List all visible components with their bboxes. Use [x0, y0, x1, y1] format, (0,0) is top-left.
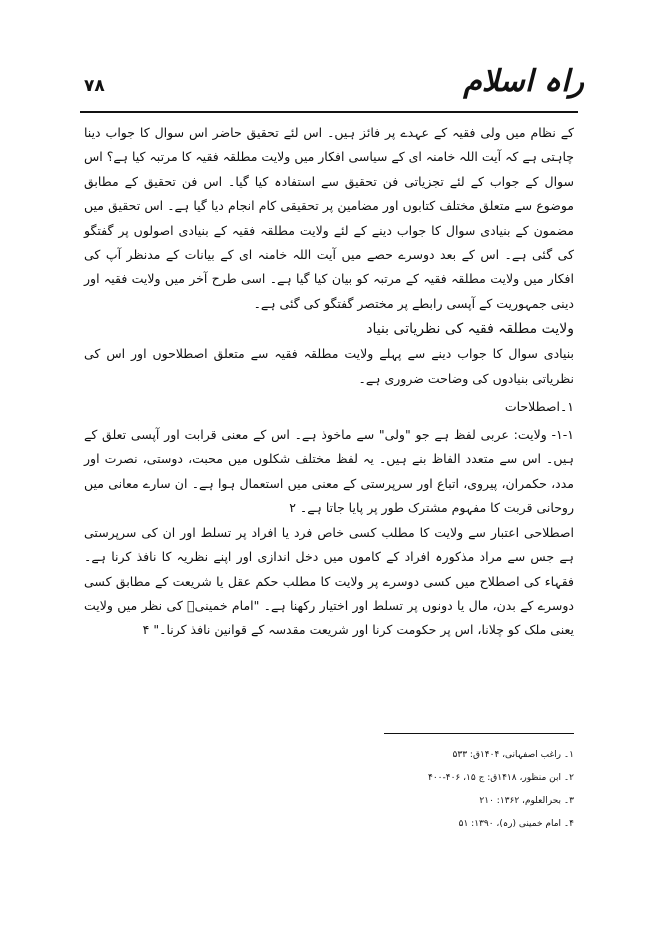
definition-paragraph: ۱-۱- ولایت: عربی لفظ ہے جو "ولی" سے ماخوذ ہے۔ اس کے معنی قرابت اور آپسی تعلق کے ہیں۔ اس سے متعدد الفاظ بنے ہیں۔ یہ لفظ مختلف شکلوں میں محبت، دوستی، نصرت اور مدد، حکمران، پیروی، اتباع اور سرپرستی کے معنی میں استعمال ہوا ہے۔ ان سارے معانی میں روحانی قربت کا مفہوم مشترک طور پر پایا جاتا ہے۔ ۲: [84, 427, 574, 516]
main-content: [84, 121, 574, 643]
footnote: ۴۔ امام خمینی (رہ)، ۱۳۹۰: ۵۱: [458, 819, 574, 829]
definition-paragraph: اصطلاحی اعتبار سے ولایت کا مطلب کسی خاص فرد یا افراد پر تسلط اور ان کی سرپرستی ہے جس سے مراد مذکورہ افراد کے کاموں میں دخل اندازی اور اپنے نظریہ کا نافذ کرنا ہے۔ فقہاء کی اصطلاح میں کسی دوسرے پر ولایت کا مطلب حکم عقل یا شریعت کے مطابق کسی دوسرے کے بدن، مال یا دونوں پر تسلط اور اختیار رکھنا ہے۔ "امام خمینیؒ کی نظر میں ولایت یعنی ملک کو چلانا، اس پر حکومت کرنا اور شریعت مقدسہ کے قوانین نافذ کرنا۔" ۴: [84, 524, 574, 638]
section-heading: ولایت مطلقہ فقیہ کی نظریاتی بنیاد: [366, 321, 574, 338]
section-intro: بنیادی سوال کا جواب دینے سے پہلے ولایت مطلقہ فقیہ سے متعلق اصطلاحوں اور اس کی نظریاتی بنیادوں کی وضاحت ضروری ہے۔: [84, 346, 574, 386]
journal-logo: راہ اسلام: [463, 64, 584, 99]
page-number: ۷۸: [84, 76, 105, 96]
header-rule: [80, 111, 578, 113]
footnote: ۲۔ ابن منظور، ۱۴۱۸ق: ج ۱۵، ۴۰۶-۴۰۰: [428, 773, 574, 783]
footnote: ۳۔ بحرالعلوم، ۱۳۶۲: ۲۱۰: [479, 796, 574, 806]
footnote-rule: [384, 733, 574, 734]
footnotes-list: [194, 744, 574, 836]
footnote: ۱۔ راغب اصفہانی، ۱۴۰۴ق: ۵۳۳: [452, 750, 574, 760]
subsection-heading: ۱۔اصطلاحات: [504, 399, 574, 415]
page-header: [0, 62, 658, 112]
body-paragraph: کے نظام میں ولی فقیہ کے عہدے پر فائز ہیں۔ اس لئے تحقیق حاضر اس سوال کا جواب دینا چاہتی ہے کہ آیت اللہ خامنہ ای کے سیاسی افکار میں ولایت مطلقہ فقیہ کا مرتبہ کیا ہے؟ اس سوال کے جواب کے لئے تجزیاتی فن تحقیق سے استفادہ کیا گیا۔ اس فن تحقیق کے مطابق موضوع سے متعلق مختلف کتابوں اور مضامین پر تحقیقی کام انجام دیا گیا ہے۔ اس تحقیق میں مضمون کے بنیادی سوال کا جواب دینے کے لئے ولایت مطلقہ فقیہ کے بنیادی اصولوں پر گفتگو کی گئی ہے۔ اس کے بعد دوسرے حصے میں آیت اللہ خامنہ ای کے بیانات کے مدنظر آپ کی افکار میں ولایت مطلقہ فقیہ کے مرتبہ کو بیان کیا گیا ہے۔ اسی طرح آخر میں ولایت فقیہ اور دینی جمہوریت کے آپسی رابطے پر مختصر گفتگو کی گئی ہے۔: [84, 125, 574, 311]
